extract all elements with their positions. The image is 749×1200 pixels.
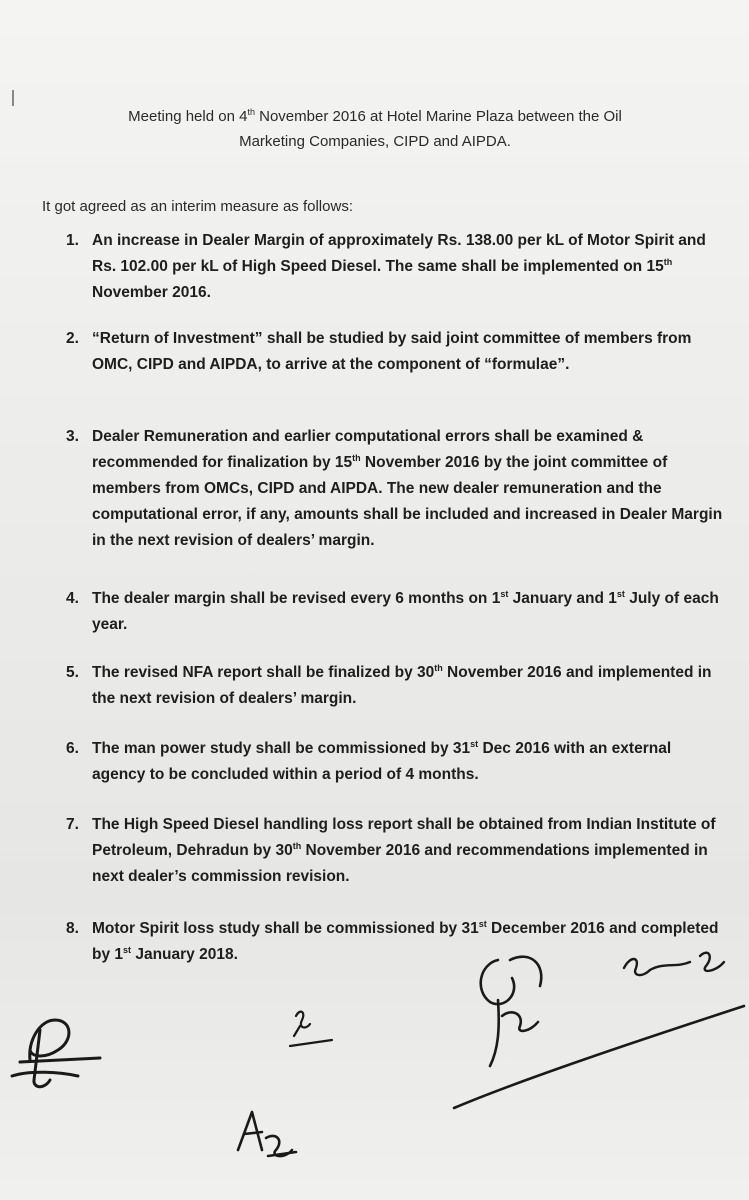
signature-4 (624, 953, 724, 975)
item-text: Dealer Remuneration and earlier computational errors shall be examined & recommended for finalization by 15th November 2016 by the joint committee of members from OMCs, CIPD and AIPDA. The new dealer remuneration and the computational error, if any, amounts shall be included and increased in Dealer Margin in the next revision of dealers’ margin. (92, 428, 723, 549)
signature-2 (290, 1012, 332, 1046)
item-text: The dealer margin shall be revised every 6 months on 1st January and 1st July of each year. (92, 588, 719, 633)
intro-text: It got agreed as an interim measure as follows: (42, 198, 353, 215)
item-text: The High Speed Diesel handling loss report shall be obtained from Indian Institute of Petroleum, Dehradun by 30th November 2016 and recommendations implemented in next dealer’s commission revision. (92, 816, 716, 885)
signature-3 (454, 957, 744, 1108)
item-text: Motor Spirit loss study shall be commissioned by 31st December 2016 and completed by 1st January 2018. (92, 918, 719, 963)
item-text: The man power study shall be commissioned by 31st Dec 2016 with an external agency to be concluded within a period of 4 months. (92, 738, 672, 783)
heading-line-2: Marketing Companies, CIPD and AIPDA. (239, 133, 511, 150)
item-number: 3. (66, 428, 79, 445)
item-number: 1. (66, 232, 79, 249)
item-number: 4. (66, 590, 79, 607)
signature-5 (238, 1112, 296, 1156)
item-number: 2. (66, 330, 79, 347)
item-text: An increase in Dealer Margin of approximately Rs. 138.00 per kL of Motor Spirit and Rs. 102.00 per kL of High Speed Diesel. The same shall be implemented on 15th November 2016. (92, 232, 706, 301)
item-number: 7. (66, 816, 79, 833)
item-text: The revised NFA report shall be finalized by 30th November 2016 and implemented in the next revision of dealers’ margin. (92, 662, 712, 707)
item-number: 5. (66, 664, 79, 681)
item-number: 8. (66, 920, 79, 937)
item-number: 6. (66, 740, 79, 757)
heading-line-1: Meeting held on 4th November 2016 at Hotel Marine Plaza between the Oil (128, 107, 622, 125)
item-text: “Return of Investment” shall be studied by said joint committee of members from OMC, CIPD and AIPDA, to arrive at the component of “formulae”. (92, 330, 692, 373)
signature-1 (12, 1020, 100, 1087)
